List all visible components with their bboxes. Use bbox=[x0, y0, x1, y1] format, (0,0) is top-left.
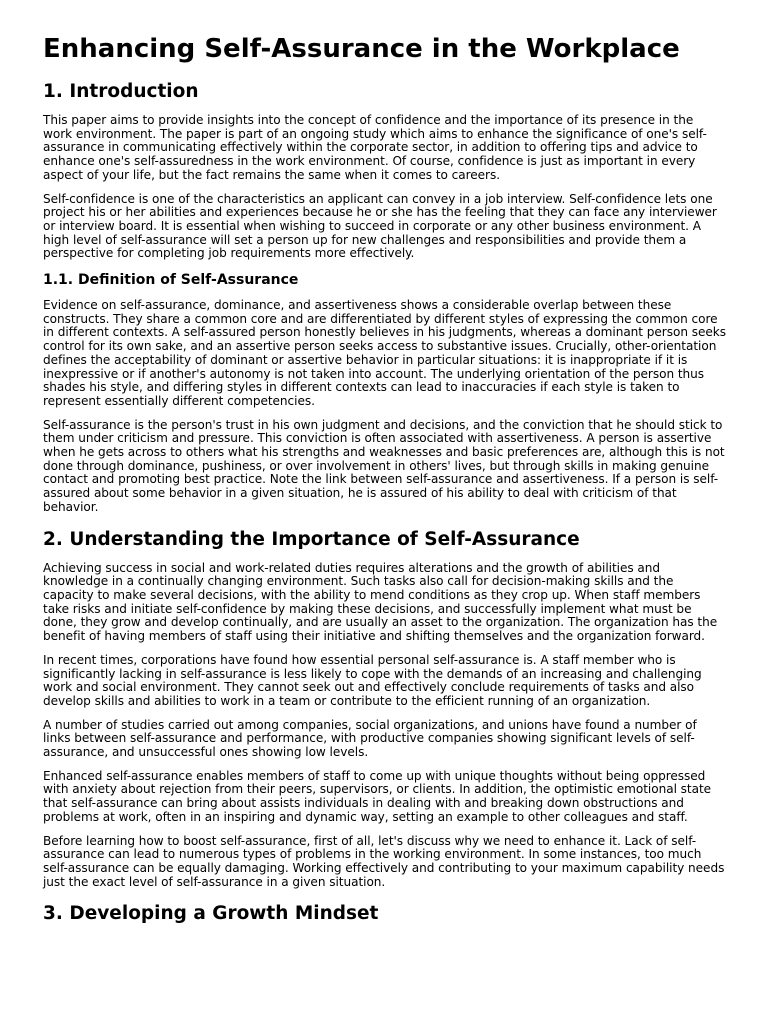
paragraph: In recent times, corporations have found how essential personal self-assurance is. A staff member who is significantly lacking in self-assurance is less likely to cope with the demands of an increasing and challenging work and social environment. They cannot seek out and effectively conclude requirements of tasks and also develop skills and abilities to work in a team or contribute to the efficient running of an organization. bbox=[43, 652, 702, 708]
section-heading-importance: 2. Understanding the Importance of Self-Assurance bbox=[43, 528, 580, 550]
section-heading-introduction: 1. Introduction bbox=[43, 81, 199, 102]
paragraph: Self-assurance is the person's trust in his own judgment and decisions, and the conviction that he should stick to them under criticism and pressure. This conviction is often associated with assertiveness. A person is assertive when he gets across to others what his strengths and weaknesses and basic preferences are, although this is not done through dominance, pushiness, or over involvement in others' lives, but through skills in making genuine contact and promoting best practice. Note the link between self-assurance and assertiveness. If a person is self-assured about some behavior in a given situation, he is assured of his ability to deal with criticism of that behavior. bbox=[43, 417, 725, 514]
paragraph: Self-confidence is one of the characteristics an applicant can convey in a job interview. Self-confidence lets one project his or her abilities and experiences because he or she has the feeling that they can face any interviewer or interview board. It is essential when wishing to succeed in corporate or any other business environment. A high level of self-assurance will set a person up for new challenges and responsibilities and provide them a perspective for completing job requirements more effectively. bbox=[43, 191, 717, 261]
paragraph: Before learning how to boost self-assurance, first of all, let's discuss why we need to enhance it. Lack of self-assurance can lead to numerous types of problems in the working environment. In some instances, too much self-assurance can be equally damaging. Working effectively and contributing to your maximum capability needs just the exact level of self-assurance in a given situation. bbox=[43, 833, 725, 889]
paragraph: This paper aims to provide insights into the concept of confidence and the importance of its presence in the work environment. The paper is part of an ongoing study which aims to enhance the significance of one's self-assurance in communicating effectively within the corporate sector, in addition to offering tips and advice to enhance one's self-assuredness in the work environment. Of course, confidence is just as important in every aspect of your life, but the fact remains the same when it comes to careers. bbox=[43, 113, 707, 182]
section-heading-growth-mindset: 3. Developing a Growth Mindset bbox=[43, 903, 379, 925]
paragraph: A number of studies carried out among companies, social organizations, and unions have found a number of links between self-assurance and performance, with productive companies showing significant levels of self-assurance, and unsuccessful ones showing low levels. bbox=[43, 717, 697, 760]
subsection-heading-definition: 1.1. Definition of Self-Assurance bbox=[43, 272, 299, 289]
document-title: Enhancing Self-Assurance in the Workplace bbox=[43, 34, 680, 64]
paragraph: Achieving success in social and work-related duties requires alterations and the growth of abilities and knowledge in a continually changing environment. Such tasks also call for decision-making skills and the capacity to make several decisions, with the ability to mend conditions as they crop up. When staff members take risks and initiate self-confidence by making these decisions, and successfully implement what must be done, they grow and develop continually, and are usually an asset to the organization. The organization has the benefit of having members of staff using their initiative and shifting themselves and the organization forward. bbox=[43, 560, 718, 644]
paragraph: Evidence on self-assurance, dominance, and assertiveness shows a considerable overlap between these constructs. They share a common core and are differentiated by different styles of expressing the common core in different contexts. A self-assured person honestly believes in his judgments, whereas a dominant person seeks control for its own sake, and an assertive person seeks access to substantive issues. Crucially, other-orientation defines the acceptability of dominant or assertive behavior in particular situations: it is inappropriate if it is inexpressive or if another's autonomy is not taken into account. The underlying orientation of the person thus shades his style, and differing styles in different contexts can lead to inaccuracies if each style is taken to represent essentially different competencies. bbox=[43, 298, 726, 408]
paragraph: Enhanced self-assurance enables members of staff to come up with unique thoughts without being oppressed with anxiety about rejection from their peers, supervisors, or clients. In addition, the optimistic emotional state that self-assurance can bring about assists individuals in dealing with and breaking down obstructions and problems at work, often in an inspiring and dynamic way, setting an example to other colleagues and staff. bbox=[43, 768, 712, 824]
